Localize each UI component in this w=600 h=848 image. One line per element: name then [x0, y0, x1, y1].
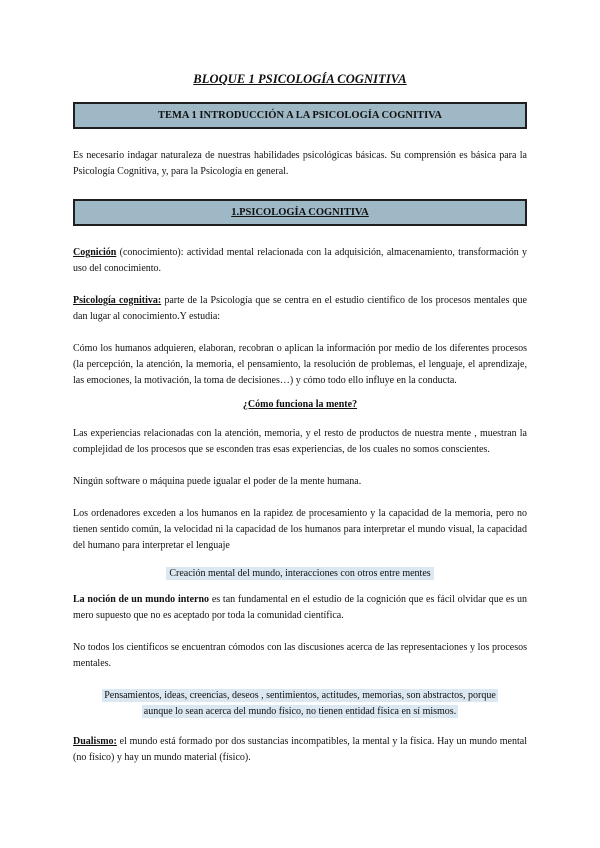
experiencias-paragraph: Las experiencias relacionadas con la atención, memoria, y el resto de productos de nuestra mente , muestran la complejidad de los procesos que se esconden tras esas experiencias, de los cuales no somos conscientes. [73, 428, 527, 455]
document-title: BLOQUE 1 PSICOLOGÍA COGNITIVA [193, 72, 407, 86]
nocion-paragraph [73, 592, 527, 624]
ordenadores-paragraph: Los ordenadores exceden a los humanos en la rapidez de procesamiento y la capacidad de la memoria, pero no tienen sentido común, la velocidad ni la capacidad de los humanos para interpretar el mundo visual, la capacidad del humano para interpretar el lenguaje [73, 508, 527, 551]
pensamientos-highlight [73, 688, 527, 720]
software-paragraph: Ningún software o máquina puede igualar el poder de la mente humana. [73, 476, 362, 487]
nocion-text: es tan fundamental en el estudio de la cognición que es fácil olvidar que es un mero supuesto que no es aceptado por toda la comunidad científica. [73, 594, 527, 621]
pensamientos-line-1: Pensamientos, ideas, creencias, deseos , sentimientos, actitudes, memorias, son abstractos, porque [104, 690, 496, 701]
psicologia-cognitiva-paragraph [73, 293, 527, 325]
pensamientos-line-2: aunque lo sean acerca del mundo físico, no tienen entidad física en sí mismos. [143, 706, 457, 717]
cognicion-text: (conocimiento): actividad mental relacionada con la adquisición, almacenamiento, transformación y uso del conocimiento. [73, 247, 527, 274]
dualismo-term: Dualismo: [73, 736, 117, 747]
como-paragraph: Cómo los humanos adquieren, elaboran, recobran o aplican la información por medio de los diferentes procesos (la percepción, la atención, la memoria, el pensamiento, la resolución de problemas, el lenguaje, el aprendizaje, las emociones, la motivación, la toma de decisiones…) y cómo todo ello influye en la conducta. [73, 343, 527, 386]
dualismo-paragraph [73, 734, 527, 766]
cognicion-paragraph [73, 245, 527, 277]
section-banner-label: 1.PSICOLOGÍA COGNITIVA [231, 207, 369, 218]
mente-heading: ¿Cómo funciona la mente? [242, 399, 358, 410]
tema-banner: TEMA 1 INTRODUCCIÓN A LA PSICOLOGÍA COGNITIVA [73, 102, 527, 129]
document-content [73, 72, 527, 766]
dualismo-text: el mundo está formado por dos sustancias incompatibles, la mental y la física. Hay un mundo mental (no físico) y hay un mundo material (físico). [73, 736, 527, 763]
cognicion-term: Cognición [73, 247, 117, 258]
psicologia-cognitiva-term: Psicología cognitiva: [73, 295, 162, 306]
section-banner [73, 199, 527, 226]
psicologia-cognitiva-text: parte de la Psicología que se centra en el estudio científico de los procesos mentales que dan lugar al conocimiento.Y estudia: [73, 295, 527, 322]
creacion-text: Creación mental del mundo, interacciones con otros entre mentes [166, 567, 433, 580]
intro-paragraph: Es necesario indagar naturaleza de nuestras habilidades psicológicas básicas. Su comprensión es básica para la Psicología Cognitiva, y, para la Psicología en general. [73, 150, 527, 177]
no-todos-paragraph: No todos los científicos se encuentran cómodos con las discusiones acerca de las representaciones y los procesos mentales. [73, 642, 527, 669]
creacion-highlight [73, 566, 527, 582]
nocion-term: La noción de un mundo interno [73, 594, 210, 605]
